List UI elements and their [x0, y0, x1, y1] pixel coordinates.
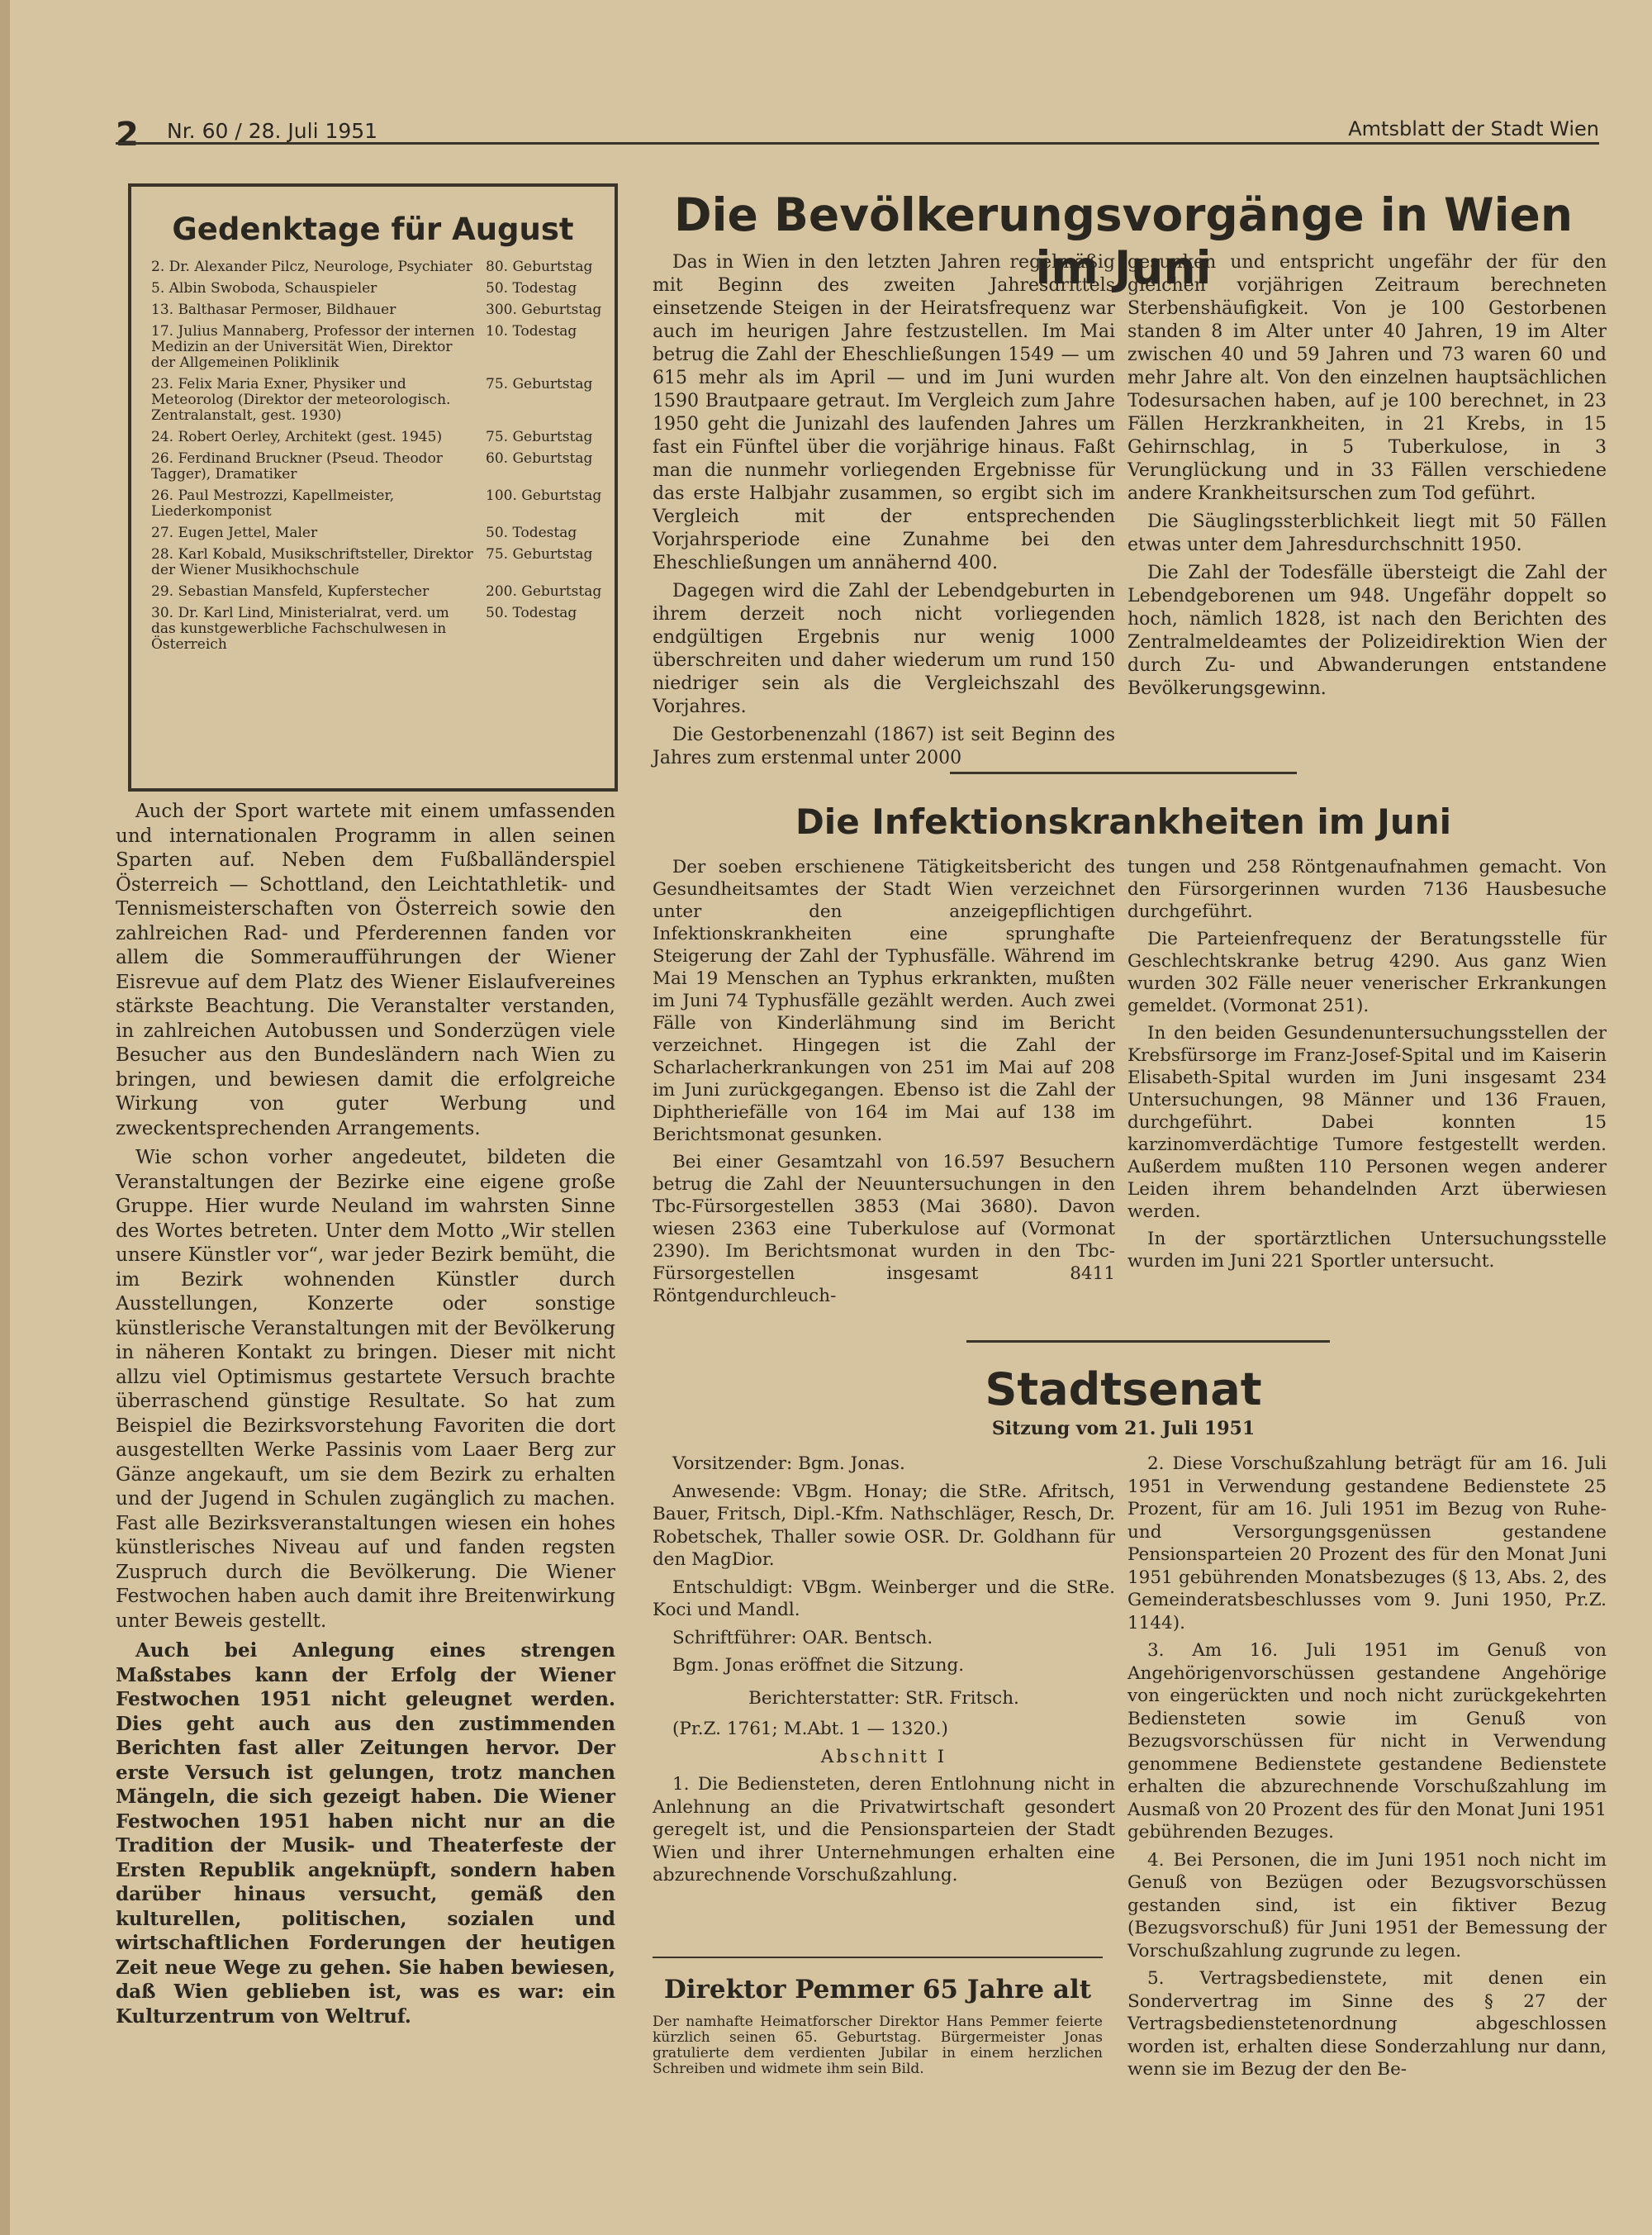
infektion-headline: Die Infektionskrankheiten im Juni: [795, 801, 1452, 842]
entry-note: 75. Geburtstag: [486, 376, 593, 392]
entry-note: 300. Geburtstag: [486, 302, 602, 318]
paragraph: Die Zahl der Todesfälle übersteigt die Zahl der Lebendgeborenen um 948. Ungefähr doppelt so hoch, nämlich 1828, ist nach den Berichten des Zentralmeldeamtes der Polizeidirektion Wien der durch Zu- und Abwanderungen entstandene Bevölkerungsgewinn.: [1127, 563, 1607, 699]
entry-note: 75. Geburtstag: [486, 429, 593, 445]
entry-text: 26. Paul Mestrozzi, Kapellmeister, Liederkomponist: [151, 487, 395, 520]
gedenktage-list: [151, 259, 605, 659]
paragraph: Die Parteienfrequenz der Beratungsstelle für Geschlechtskranke betrug 4290. Aus ganz Wien wurden 302 Fälle neuer venerischer Erkrankungen gemeldet. (Vormonat 251).: [1127, 929, 1607, 1016]
gedenktage-entry: [151, 488, 605, 520]
gedenktage-entry: [151, 451, 605, 483]
page-number: 2: [116, 116, 139, 154]
gedenktage-entry: [151, 606, 605, 653]
paragraph: tungen und 258 Röntgenaufnahmen gemacht. Von den Fürsorgerinnen wurden 7136 Hausbesuche durchgeführt.: [1127, 857, 1607, 922]
pemmer-headline: Direktor Pemmer 65 Jahre alt: [663, 1975, 1092, 2004]
entry-text: 27. Eugen Jettel, Maler: [151, 525, 318, 541]
page-edge-shadow: [0, 0, 10, 2235]
paragraph: gesunken und entspricht ungefähr der für den gleichen vorjährigen Zeitraum berechneten Sterbenshäufigkeit. Von je 100 Gestorbenen standen 8 im Alter unter 40 Jahren, 19 im Alter zwischen 40 und 59 Jahren und 73 waren 60 und mehr Jahre alt. Von den einzelnen hauptsächlichen Todesursachen haben, auf je 100 berechnet, in 23 Fällen Herzkrankheiten, in 21 Krebs, in 15 Gehirnschlag, in 5 Tuberkulose, in 3 Verunglückung und in 33 Fällen verschiedene andere Krankheitsurschen zum Tod geführt.: [1127, 252, 1607, 504]
paragraph: 5. Vertragsbedienstete, mit denen ein Sondervertrag im Sinne des § 27 der Vertragsbedienstetenordnung abgeschlossen worden ist, erhalten diese Sonderzahlung nur dann, wenn sie im Bezug der den Be-: [1127, 1968, 1607, 2080]
entry-note: 10. Todestag: [486, 323, 577, 340]
section-divider: [950, 772, 1297, 774]
gedenktage-entry: [151, 377, 605, 424]
infektion-col-2: [1127, 856, 1607, 1277]
paragraph: 4. Bei Personen, die im Juni 1951 noch nicht im Genuß von Bezügen oder Bezugsvorschüssen gestanden sind, ist ein fiktiver Bezug (Bezugsvorschuß) für Juni 1951 der Bemessung der Vorschußzahlung zugrunde zu legen.: [1127, 1849, 1607, 1962]
paragraph: Die Gestorbenenzahl (1867) ist seit Beginn des Jahres zum erstenmal unter 2000: [653, 725, 1115, 768]
paragraph: Der soeben erschienene Tätigkeitsbericht des Gesundheitsamtes der Stadt Wien verzeichnet unter den anzeigepflichtigen Infektionskrankheiten eine sprunghafte Steigerung der Zahl der Typhusfälle. Während im Mai 19 Menschen an Typhus erkrankten, mußten im Juni 74 Typhusfälle gezählt werden. Auch zwei Fälle von Kinderlähmung sind im Bericht verzeichnet. Hingegen ist die Zahl der Scharlacherkrankungen von 251 im Mai auf 208 im Juni zurückgegangen. Ebenso ist die Zahl der Diphtheriefälle von 164 im Mai auf 138 im Berichtsmonat gesunken.: [653, 857, 1115, 1145]
entry-text: 24. Robert Oerley, Architekt (gest. 1945): [151, 429, 443, 445]
entry-text: 23. Felix Maria Exner, Physiker und Meteorolog (Direktor der meteorologisch. Zentralanstalt, gest. 1930): [151, 376, 451, 424]
paragraph: Die Säuglingssterblichkeit liegt mit 50 Fällen etwas unter dem Jahresdurchschnitt 1950.: [1127, 511, 1607, 555]
entry-note: 100. Geburtstag: [486, 487, 602, 504]
entry-text: 30. Dr. Karl Lind, Ministerialrat, verd. um das kunstgewerbliche Fachschulwesen in Österreich: [151, 605, 449, 653]
paragraph: (Pr.Z. 1761; M.Abt. 1 — 1320.): [672, 1719, 948, 1739]
gedenktage-entry: [151, 547, 605, 578]
infektion-col-1: [653, 856, 1115, 1312]
paragraph: In den beiden Gesundenuntersuchungsstellen der Krebsfürsorge im Franz-Josef-Spital und im Kaiserin Elisabeth-Spital wurden im Juni insgesamt 234 Untersuchungen, 98 Männer und 136 Frauen, durchgeführt. Dabei konnten 15 karzinomverdächtige Tumore festgestellt werden. Außerdem mußten 110 Personen wegen anderer Leiden ihrem behandelnden Arzt überwiesen werden.: [1127, 1023, 1607, 1222]
paragraph: Schriftführer: OAR. Bentsch.: [672, 1627, 933, 1648]
gedenktage-entry: [151, 259, 605, 275]
paragraph: Wie schon vorher angedeutet, bildeten die Veranstaltungen der Bezirke eine eigene große Gruppe. Hier wurde Neuland im wahrsten Sinne des Wortes betreten. Unter dem Motto „Wir stellen unsere Künstler vor“, war jeder Bezirk bemüht, die im Bezirk wohnenden Künstler durch Ausstellungen, Konzerte oder sonstige künstlerische Veranstaltungen mit der Bevölkerung in näheren Kontakt zu bringen. Dieser mit nicht allzu viel Optimismus gestartete Versuch brachte überraschend günstige Resultate. So hat zum Beispiel die Bezirksvorstehung Favoriten die dort ausgestellten Werke Passinis vom Laaer Berg zur Gänze angekauft, um sie dem Bezirk zu erhalten und der Jugend in Schulen zugänglich zu machen. Fast alle Bezirksveranstaltungen wiesen ein hohes künstlerisches Niveau auf und fanden regsten Zuspruch durch die Bevölkerung. Die Wiener Festwochen haben auch damit ihre Breitenwirkung unter Beweis gestellt.: [116, 1147, 615, 1632]
issue-line: Nr. 60 / 28. Juli 1951: [167, 119, 378, 143]
entry-note: 200. Geburtstag: [486, 583, 602, 600]
paragraph: Berichterstatter: StR. Fritsch.: [748, 1687, 1019, 1709]
entry-note: 80. Geburtstag: [486, 259, 593, 275]
gedenktage-box: [128, 183, 618, 792]
paragraph: 3. Am 16. Juli 1951 im Genuß von Angehörigenvorschüssen gestandene Angehörige von eingerückten und noch nicht zurückgekehrten Bediensteten sowie im Genuß von Bezugsvorschüssen für nicht in Verwendung genommene Bedienstete gestandene Bedienstete erhalten die abzurechnende Vorschußzahlung im Ausmaß von 20 Prozent des für den Monat Juni 1951 gebührenden Bezuges.: [1127, 1640, 1607, 1843]
publication-name: Amtsblatt der Stadt Wien: [1348, 117, 1599, 140]
stadtsenat-col-2: [1127, 1453, 1607, 2086]
paragraph: Bei einer Gesamtzahl von 16.597 Besuchern betrug die Zahl der Neuuntersuchungen in den Tbc-Fürsorgestellen 3853 (Mai 3680). Davon wiesen 2363 eine Tuberkulose auf (Vormonat 2390). Im Berichtsmonat wurden in den Tbc-Fürsorgestellen insgesamt 8411 Röntgendurchleuch-: [653, 1152, 1115, 1306]
entry-note: 50. Todestag: [486, 525, 577, 541]
stadtsenat-headline: Stadtsenat: [985, 1363, 1262, 1415]
gedenktage-entry: [151, 302, 605, 318]
section-heading: Abschnitt I: [820, 1746, 947, 1767]
paragraph: 1. Die Bediensteten, deren Entlohnung nicht in Anlehnung an die Privatwirtschaft gesondert geregelt ist, und die Pensionsparteien der Stadt Wien und ihrer Unternehmungen erhalten eine abzurechnende Vorschußzahlung.: [653, 1774, 1115, 1885]
gedenktage-entry: [151, 584, 605, 600]
gedenktage-entry: [151, 281, 605, 297]
bevoelkerung-col-1: [653, 251, 1115, 775]
section-divider: [966, 1340, 1330, 1343]
entry-text: 2. Dr. Alexander Pilcz, Neurologe, Psychiater: [151, 259, 472, 275]
paragraph: 2. Diese Vorschußzahlung beträgt für am 16. Juli 1951 in Verwendung gestandene Bedienstete 25 Prozent, für am 16. Juli 1951 im Bezug von Ruhe- und Versorgungsgenüssen gestandene Pensionsparteien 20 Prozent des für den Monat Juni 1951 gebührenden Monatsbezuges (§ 13, Abs. 2, des Gemeinderatsbeschlusses vom 9. Juni 1950, Pr.Z. 1144).: [1127, 1453, 1607, 1633]
entry-text: 13. Balthasar Permoser, Bildhauer: [151, 302, 396, 318]
paragraph: Dagegen wird die Zahl der Lebendgeburten in ihrem derzeit noch nicht vorliegenden endgültigen Ergebnis nur wenig 1000 überschreiten und daher wiederum um rund 150 niedriger sein als die Vergleichszahl des Vorjahres.: [653, 581, 1115, 717]
entry-note: 50. Todestag: [486, 605, 577, 621]
paragraph: Anwesende: VBgm. Honay; die StRe. Afritsch, Bauer, Fritsch, Dipl.-Kfm. Nathschläger, Resch, Dr. Robetschek, Thaller sowie OSR. Dr. Goldhann für den MagDior.: [653, 1481, 1115, 1570]
paragraph-bold: Auch bei Anlegung eines strengen Maßstabes kann der Erfolg der Wiener Festwochen 1951 nicht geleugnet werden. Dies geht auch aus den zustimmenden Berichten fast aller Zeitungen hervor. Der erste Versuch ist gelungen, trotz manchen Mängeln, die sich gezeigt haben. Die Wiener Festwochen 1951 haben nicht nur an die Tradition der Musik- und Theaterfeste der Ersten Republik angeknüpft, sondern haben darüber hinaus versucht, gemäß den kulturellen, politischen, sozialen und wirtschaftlichen Forderungen der heutigen Zeit neue Wege zu gehen. Sie haben bewiesen, daß Wien geblieben ist, was es war: ein Kulturzentrum von Weltruf.: [116, 1639, 615, 2028]
paragraph: Entschuldigt: VBgm. Weinberger und die StRe. Koci und Mandl.: [653, 1576, 1115, 1620]
gedenktage-title: Gedenktage für August: [172, 212, 574, 247]
header-rule: [116, 142, 1599, 145]
paragraph: Vorsitzender: Bgm. Jonas.: [672, 1453, 905, 1474]
entry-text: 17. Julius Mannaberg, Professor der internen Medizin an der Universität Wien, Direktor der Allgemeinen Poliklinik: [151, 323, 475, 371]
bevoelkerung-col-2: [1127, 251, 1607, 706]
bevoelkerung-headline: Die Bevölkerungsvorgänge in Wien im Juni: [674, 188, 1573, 294]
section-divider: [653, 1957, 1103, 1958]
paragraph: In der sportärztlichen Untersuchungsstelle wurden im Juni 221 Sportler untersucht.: [1127, 1229, 1607, 1272]
paragraph: Das in Wien in den letzten Jahren regelmäßig mit Beginn des zweiten Jahresdrittels einsetzende Steigen in der Heiratsfrequenz war auch im heurigen Jahre festzustellen. Im Mai betrug die Zahl der Eheschließungen 1549 — um 615 mehr als im April — und im Juni wurden 1590 Brautpaare getraut. Im Vergleich zum Jahre 1950 geht die Junizahl des laufenden Jahres um fast ein Fünftel über die vorjährige hinaus. Faßt man die nunmehr vorliegenden Ergebnisse für das erste Halbjahr zusammen, so ergibt sich im Vergleich mit der entsprechenden Vorjahrsperiode eine Zunahme bei den Eheschließungen um annähernd 400.: [653, 252, 1115, 573]
stadtsenat-col-1: [653, 1453, 1115, 1892]
gedenktage-entry: [151, 324, 605, 371]
paragraph: Auch der Sport wartete mit einem umfassenden und internationalen Programm in allen seinen Sparten auf. Neben dem Fußballänderspiel Österreich — Schottland, den Leichtathletik- und Tennismeisterschaften von Österreich sowie den zahlreichen Rad- und Pferderennen fanden vor allem die Sommeraufführungen der Wiener Eisrevue auf dem Platz des Wiener Eislaufvereines stärkste Beachtung. Die Veranstalter verstanden, in zahlreichen Autobussen und Sonderzügen viele Besucher aus den Bundesländern nach Wien zu bringen, und bewiesen damit die erfolgreiche Wirkung von guter Werbung und zweckentsprechenden Arrangements.: [116, 801, 615, 1139]
gedenktage-entry: [151, 430, 605, 445]
entry-text: 5. Albin Swoboda, Schauspieler: [151, 280, 377, 297]
entry-text: 26. Ferdinand Bruckner (Pseud. Theodor Tagger), Dramatiker: [151, 450, 443, 483]
festwochen-article: [116, 800, 615, 2033]
paragraph: Bgm. Jonas eröffnet die Sitzung.: [672, 1655, 965, 1676]
entry-note: 75. Geburtstag: [486, 546, 593, 563]
entry-note: 50. Todestag: [486, 280, 577, 297]
pemmer-text: Der namhafte Heimatforscher Direktor Hans Pemmer feierte kürzlich seinen 65. Geburtstag. Bürgermeister Jonas gratulierte dem verdienten Jubilar in einem herzlichen Schreiben und widmete ihm sein Bild.: [653, 2014, 1103, 2077]
stadtsenat-subtitle: Sitzung vom 21. Juli 1951: [991, 1418, 1256, 1439]
gedenktage-entry: [151, 525, 605, 541]
entry-note: 60. Geburtstag: [486, 450, 593, 467]
entry-text: 28. Karl Kobald, Musikschriftsteller, Direktor der Wiener Musikhochschule: [151, 546, 473, 578]
entry-text: 29. Sebastian Mansfeld, Kupferstecher: [151, 583, 430, 600]
